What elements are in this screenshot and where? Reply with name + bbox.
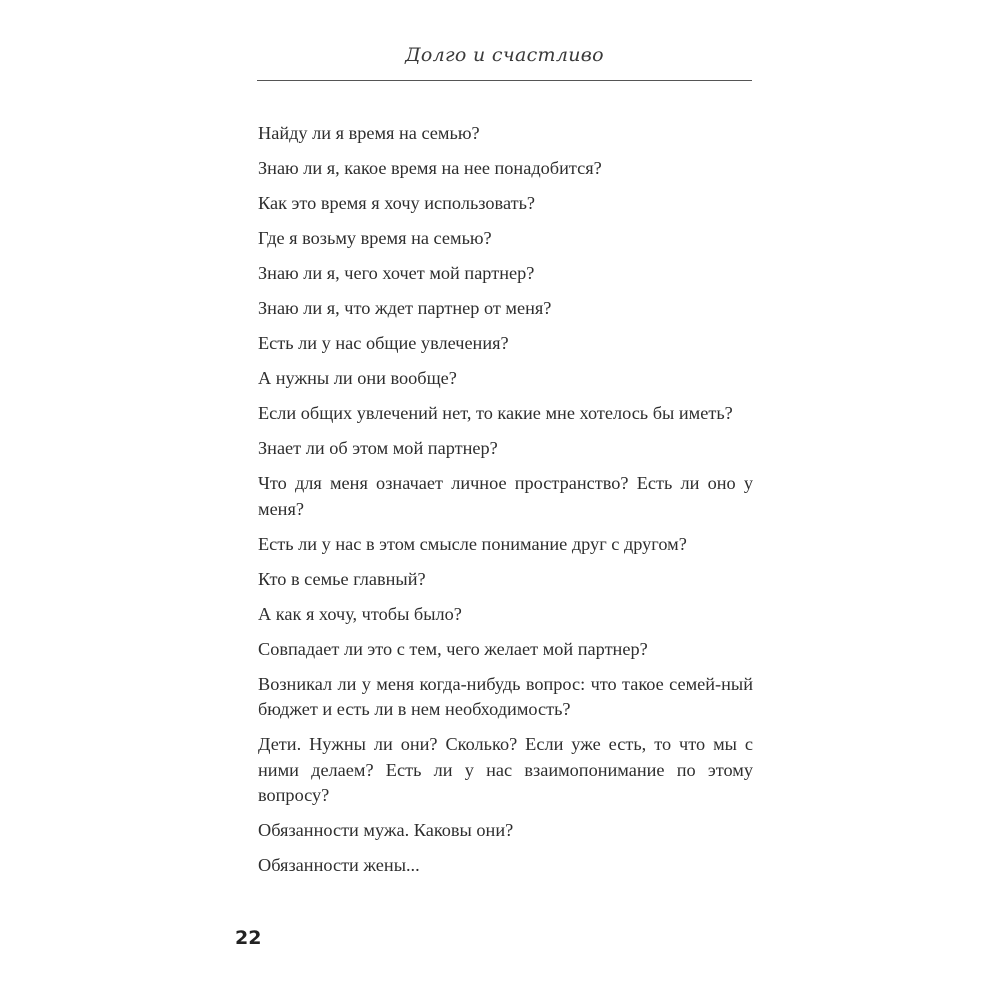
paragraph: Совпадает ли это с тем, чего желает мой партнер? [258,638,648,659]
paragraph: Знаю ли я, что ждет партнер от меня? [258,298,552,318]
running-head: Долго и счастливо [405,44,604,66]
header-rule [257,80,752,81]
page-number: 22 [235,927,262,949]
paragraph: Дети. Нужны ли они? Сколько? Если уже есть, то что мы с ними делаем? Есть ли у нас взаимопонимание по этому вопросу? [258,734,753,805]
paragraph: Знаю ли я, чего хочет мой партнер? [258,263,535,283]
paragraph: Если общих увлечений нет, то какие мне хотелось бы иметь? [258,403,733,423]
body-text [258,121,753,888]
paragraph: Знаю ли я, какое время на нее понадобится? [258,158,602,178]
paragraph: Как это время я хочу использовать? [258,193,536,213]
paragraph: Что для меня означает личное пространство? Есть ли оно у меня? [258,473,753,519]
paragraph: Обязанности мужа. Каковы они? [258,820,514,840]
paragraph: Найду ли я время на семью? [258,123,480,143]
paragraph: Знает ли об этом мой партнер? [258,438,498,458]
paragraph: А нужны ли они вообще? [258,368,457,388]
paragraph: Возникал ли у меня когда-нибудь вопрос: что такое семей-ный бюджет и есть ли в нем необходимость? [258,673,753,719]
paragraph: Есть ли у нас в этом смысле понимание друг с другом? [258,533,687,554]
paragraph: Где я возьму время на семью? [258,228,492,248]
paragraph: Обязанности жены... [258,855,420,875]
paragraph: Есть ли у нас общие увлечения? [258,333,509,353]
paragraph: А как я хочу, чтобы было? [258,603,462,624]
paragraph: Кто в семье главный? [258,568,426,589]
